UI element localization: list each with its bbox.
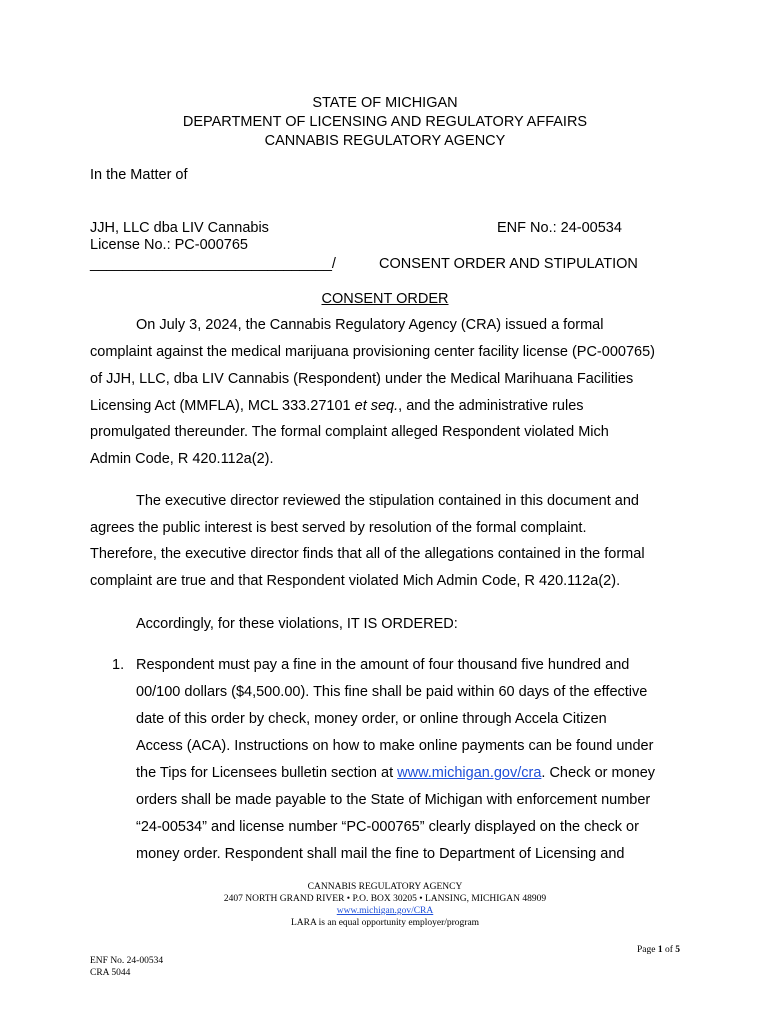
signature-line: ______________________________/ [90,256,336,272]
footer-eeo: LARA is an equal opportunity employer/program [290,918,480,928]
p2-line-2: agrees the public interest is best served by resolution of the formal complaint. [90,520,587,536]
item-1-line-5a: the Tips for Licensees bulletin section at [136,765,398,781]
header-agency: CANNABIS REGULATORY AGENCY [264,133,506,149]
cra-website-link[interactable]: www.michigan.gov/cra [397,765,542,781]
item-1-line-8: money order. Respondent shall mail the fine to Department of Licensing and [136,846,625,862]
page-number [600,944,680,956]
license-number: License No.: PC-000765 [90,237,248,253]
footer-block [0,881,770,929]
item-1-number: 1. [112,657,125,673]
p1-line-4 [90,398,584,414]
item-1-line-2: 00/100 dollars ($4,500.00). This fine shall be paid within 60 days of the effective [136,684,648,700]
matter-label: In the Matter of [90,167,188,183]
page-total: 5 [675,945,680,955]
agency-header [0,94,770,151]
p2-line-1: The executive director reviewed the stipulation contained in this document and [136,493,639,509]
enf-number: ENF No.: 24-00534 [497,220,622,236]
footer-address: 2407 NORTH GRAND RIVER • P.O. BOX 30205 • LANSING, MICHIGAN 48909 [223,894,547,904]
item-1-line-5 [136,765,655,781]
page-of: of [662,945,676,955]
item-1-line-7: “24-00534” and license number “PC-000765” clearly displayed on the check or [136,819,639,835]
item-1-line-1: Respondent must pay a fine in the amount of four thousand five hundred and [136,657,630,673]
p1-line-1: On July 3, 2024, the Cannabis Regulatory Agency (CRA) issued a formal [136,317,604,333]
p1-line-2: complaint against the medical marijuana provisioning center facility license (PC-000765) [90,344,655,360]
header-department: DEPARTMENT OF LICENSING AND REGULATORY AFFAIRS [182,114,588,130]
section-title [0,290,770,309]
item-1-line-5b: . Check or money [541,765,656,781]
p1-line-4a: Licensing Act (MMFLA), MCL 333.27101 [90,398,355,414]
ordered-intro: Accordingly, for these violations, IT IS ORDERED: [136,616,458,632]
footer-agency: CANNABIS REGULATORY AGENCY [307,882,463,892]
item-1-line-6: orders shall be made payable to the State of Michigan with enforcement number [136,792,651,808]
document-title: CONSENT ORDER AND STIPULATION [379,256,638,272]
respondent-name: JJH, LLC dba LIV Cannabis [90,220,269,236]
p1-line-5: promulgated thereunder. The formal complaint alleged Respondent violated Mich [90,424,609,440]
p2-line-4: complaint are true and that Respondent violated Mich Admin Code, R 420.112a(2). [90,573,621,589]
page-current: 1 [657,945,663,955]
section-title-text: CONSENT ORDER [321,291,449,307]
p1-line-6: Admin Code, R 420.112a(2). [90,451,274,467]
et-seq: et seq. [354,398,399,414]
page-prefix: Page [636,945,658,955]
p1-line-4c: , and the administrative rules [398,398,584,414]
footer-enf-number: ENF No. 24-00534 [90,956,164,966]
footer-form-number: CRA 5044 [90,968,131,978]
header-state: STATE OF MICHIGAN [312,95,458,111]
p1-line-3: of JJH, LLC, dba LIV Cannabis (Respondent) under the Medical Marihuana Facilities [90,371,634,387]
p2-line-3: Therefore, the executive director finds that all of the allegations contained in the formal [90,546,645,562]
item-1-line-3: date of this order by check, money order, or online through Accela Citizen [136,711,607,727]
footer-website-link[interactable]: www.michigan.gov/CRA [336,906,434,916]
item-1-line-4: Access (ACA). Instructions on how to make online payments can be found under [136,738,654,754]
